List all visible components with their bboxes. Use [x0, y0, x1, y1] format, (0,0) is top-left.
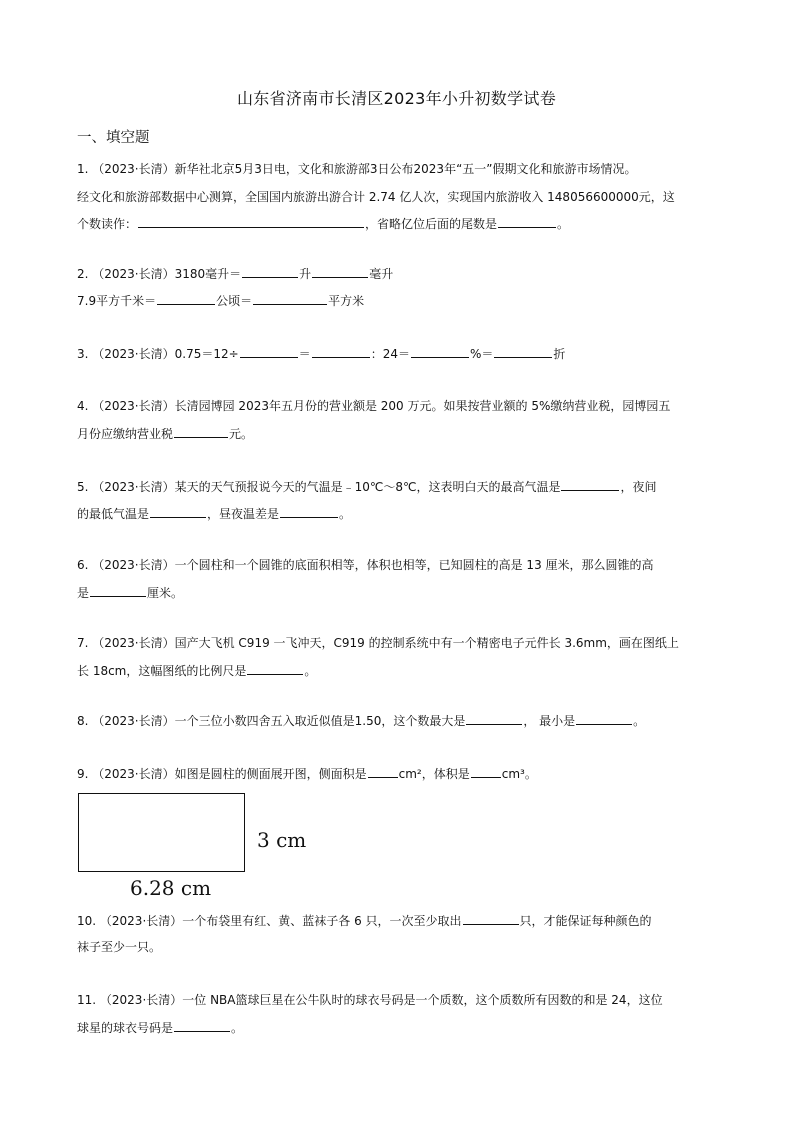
- q3-blank-4[interactable]: [494, 345, 552, 358]
- q9-blank-1[interactable]: [368, 765, 398, 778]
- q4-text-a: 月份应缴纳营业税: [77, 427, 174, 441]
- q2-text-c: 毫升: [369, 267, 394, 281]
- q6-line-2: [77, 584, 183, 601]
- q6-line-1: 6. （2023·长清）一个圆柱和一个圆锥的底面积相等，体积也相等，已知圆柱的高是 13 厘米，那么圆锥的高: [77, 558, 654, 572]
- q2-line-2: [77, 292, 364, 309]
- q8-text-c: 。: [633, 714, 646, 728]
- q4-line-1: 4. （2023·长清）长清园博园 2023年五月份的营业额是 200 万元。如果按营业额的 5%缴纳营业税，园博园五: [77, 399, 671, 413]
- q11-line-1: 11. （2023·长清）一位 NBA篮球巨星在公牛队时的球衣号码是一个质数，这个质数所有因数的和是 24，这位: [77, 993, 663, 1007]
- q5-text-b: ，夜间: [620, 480, 657, 494]
- q1-text-b: ，省略亿位后面的尾数是: [365, 217, 498, 231]
- q3-text-e: 折: [553, 347, 566, 361]
- q1-line-2: 经文化和旅游部数据中心测算，全国国内旅游出游合计 2.74 亿人次，实现国内旅游收入 148056600000元，这: [77, 190, 675, 204]
- q2-blank-1[interactable]: [242, 265, 298, 278]
- q5-text-e: 。: [339, 507, 352, 521]
- q9-text-a: 9. （2023·长清）如图是圆柱的侧面展开图，侧面积是: [77, 767, 367, 781]
- q2-line-1: [77, 265, 393, 282]
- q6-text-a: 是: [77, 586, 90, 600]
- q3-line: [77, 345, 565, 362]
- q10-line-1: [77, 912, 652, 929]
- cylinder-lateral-rectangle: [78, 793, 245, 872]
- q2-text-e: 公顷＝: [216, 294, 253, 308]
- q5-blank-1[interactable]: [561, 478, 619, 491]
- q7-blank[interactable]: [247, 662, 303, 675]
- q1-text-c: 。: [557, 217, 570, 231]
- q3-text-c: ：24＝: [370, 347, 410, 361]
- q10-text-a: 10. （2023·长清）一个布袋里有红、黄、蓝袜子各 6 只，一次至少取出: [77, 914, 462, 928]
- q10-blank[interactable]: [463, 912, 519, 925]
- q3-text-a: 3. （2023·长清）0.75＝12÷: [77, 347, 239, 361]
- q5-blank-3[interactable]: [280, 505, 338, 518]
- width-label: 6.28 cm: [130, 876, 212, 900]
- q3-text-d: %＝: [469, 347, 494, 361]
- q11-text-b: 。: [231, 1021, 244, 1035]
- q10-text-b: 只，才能保证每种颜色的: [519, 914, 652, 928]
- q4-blank[interactable]: [174, 425, 228, 438]
- q6-text-b: 厘米。: [147, 586, 184, 600]
- q1-line-1: 1. （2023·长清）新华社北京5月3日电，文化和旅游部3日公布2023年“五一”假期文化和旅游市场情况。: [77, 162, 637, 176]
- q8-blank-2[interactable]: [576, 712, 632, 725]
- height-label: 3 cm: [257, 828, 307, 852]
- q3-text-b: ＝: [298, 347, 311, 361]
- q11-text-a: 球星的球衣号码是: [77, 1021, 174, 1035]
- q2-blank-3[interactable]: [157, 292, 215, 305]
- q8-text-a: 8. （2023·长清）一个三位小数四舍五入取近似值是1.50，这个数最大是: [77, 714, 466, 728]
- q6-blank[interactable]: [90, 584, 146, 597]
- q7-line-1: 7. （2023·长清）国产大飞机 C919 一飞冲天，C919 的控制系统中有一个精密电子元件长 3.6mm，画在图纸上: [77, 636, 679, 650]
- q2-blank-2[interactable]: [312, 265, 368, 278]
- q3-blank-3[interactable]: [411, 345, 469, 358]
- q5-line-2: [77, 505, 351, 522]
- q8-blank-1[interactable]: [466, 712, 522, 725]
- q3-blank-1[interactable]: [240, 345, 298, 358]
- q9-text-c: cm³。: [501, 767, 537, 781]
- q4-text-b: 元。: [229, 427, 254, 441]
- q7-text-a: 长 18cm，这幅图纸的比例尺是: [77, 664, 247, 678]
- q1-line-3: [77, 215, 569, 232]
- q9-text-b: cm²，体积是: [398, 767, 470, 781]
- q2-text-f: 平方米: [328, 294, 365, 308]
- q5-text-c: 的最低气温是: [77, 507, 150, 521]
- q4-line-2: [77, 425, 253, 442]
- q1-blank-approx[interactable]: [498, 215, 556, 228]
- q8-text-b: ， 最小是: [523, 714, 576, 728]
- q5-text-d: ，昼夜温差是: [207, 507, 280, 521]
- q10-line-2: 袜子至少一只。: [77, 940, 162, 954]
- q2-blank-4[interactable]: [253, 292, 327, 305]
- q9-blank-2[interactable]: [471, 765, 501, 778]
- q7-text-b: 。: [304, 664, 317, 678]
- q9-line: [77, 765, 537, 782]
- q11-line-2: [77, 1019, 243, 1036]
- q5-line-1: [77, 478, 657, 495]
- q8-line: [77, 712, 645, 729]
- q1-text-a: 个数读作：: [77, 217, 138, 231]
- q2-text-a: 2. （2023·长清）3180毫升＝: [77, 267, 242, 281]
- q2-text-d: 7.9平方千米＝: [77, 294, 157, 308]
- q7-line-2: [77, 662, 316, 679]
- q11-blank[interactable]: [174, 1019, 230, 1032]
- section-heading: 一、填空题: [77, 130, 150, 146]
- page-title: 山东省济南市长清区2023年小升初数学试卷: [236, 89, 557, 108]
- q5-blank-2[interactable]: [150, 505, 206, 518]
- q2-text-b: 升: [299, 267, 312, 281]
- q5-text-a: 5. （2023·长清）某天的天气预报说今天的气温是﹣10℃～8℃，这表明白天的最高气温是: [77, 480, 561, 494]
- q3-blank-2[interactable]: [312, 345, 370, 358]
- q1-blank-reading[interactable]: [138, 215, 364, 228]
